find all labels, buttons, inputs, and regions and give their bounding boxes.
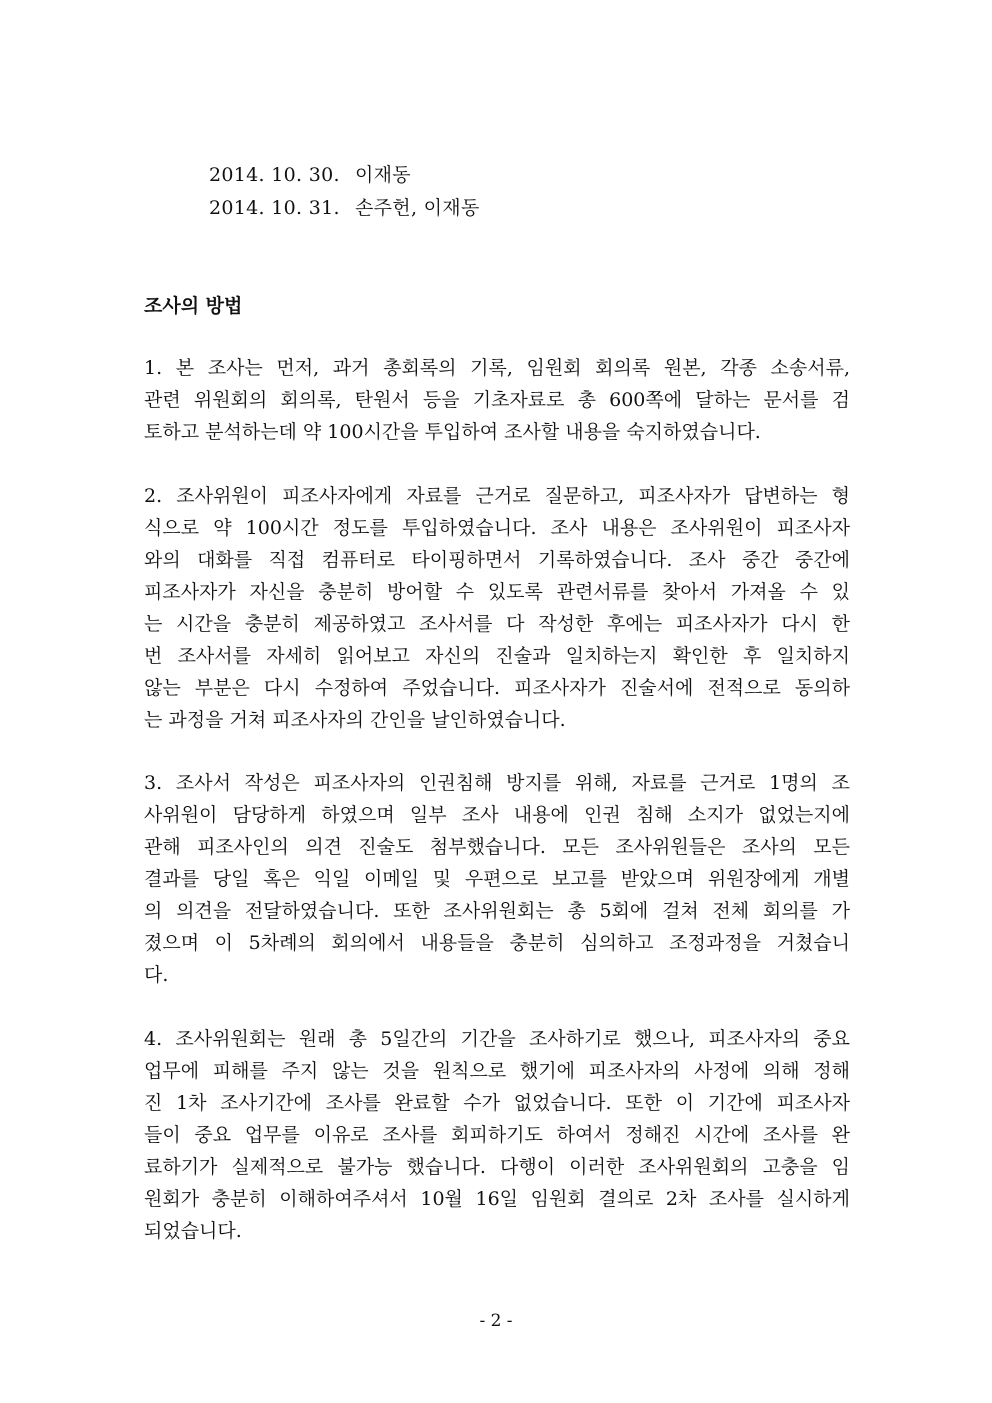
paragraph-line: 관련 위원회의 회의록, 탄원서 등을 기초자료로 총 600쪽에 달하는 문서를 검 — [144, 389, 850, 411]
paragraph-line: 진 1차 조사기간에 조사를 완료할 수가 없었습니다. 또한 이 기간에 피조사자 — [144, 1092, 850, 1114]
paragraph-line: 결과를 당일 혹은 익일 이메일 및 우편으로 보고를 받았으며 위원장에게 개별 — [144, 868, 850, 890]
paragraph-1 — [144, 352, 850, 448]
paragraph-line: 졌으며 이 5차례의 회의에서 내용들을 충분히 심의하고 조정과정을 거쳤습니 — [144, 932, 850, 954]
paragraph-line: 않는 부분은 다시 수정하여 주었습니다. 피조사자가 진술서에 전적으로 동의하 — [144, 677, 850, 699]
paragraph-line: 1. 본 조사는 먼저, 과거 총회록의 기록, 임원회 회의록 원본, 각종 소송서류, — [144, 357, 850, 379]
paragraph-line: 다. — [144, 964, 169, 986]
schedule-entry — [209, 192, 480, 224]
paragraph-line: 원회가 충분히 이해하여주셔서 10월 16일 임원회 결의로 2차 조사를 실시하게 — [144, 1188, 850, 1210]
paragraph-line: 3. 조사서 작성은 피조사자의 인권침해 방지를 위해, 자료를 근거로 1명의 조 — [144, 772, 850, 794]
paragraph-line: 4. 조사위원회는 원래 총 5일간의 기간을 조사하기로 했으나, 피조사자의 중요 — [144, 1028, 850, 1050]
schedule-date: 2014. 10. 31. — [209, 197, 340, 219]
paragraph-line: 되었습니다. — [144, 1220, 242, 1242]
paragraph-line: 와의 대화를 직접 컴퓨터로 타이핑하면서 기록하였습니다. 조사 중간 중간에 — [144, 549, 850, 571]
paragraph-line: 들이 중요 업무를 이유로 조사를 회피하기도 하여서 정해진 시간에 조사를 완 — [144, 1124, 850, 1146]
schedule-names: 손주헌, 이재동 — [355, 197, 480, 219]
paragraph-line: 토하고 분석하는데 약 100시간을 투입하여 조사할 내용을 숙지하였습니다. — [144, 421, 761, 443]
paragraph-line: 료하기가 실제적으로 불가능 했습니다. 다행이 이러한 조사위원회의 고충을 임 — [144, 1156, 850, 1178]
paragraph-line: 번 조사서를 자세히 읽어보고 자신의 진술과 일치하는지 확인한 후 일치하지 — [144, 645, 850, 667]
paragraph-line: 식으로 약 100시간 정도를 투입하였습니다. 조사 내용은 조사위원이 피조사자 — [144, 517, 850, 539]
page-number: - 2 - — [479, 1311, 513, 1331]
paragraph-3 — [144, 767, 850, 991]
paragraph-2 — [144, 480, 850, 736]
paragraph-4 — [144, 1023, 850, 1247]
paragraph-line: 2. 조사위원이 피조사자에게 자료를 근거로 질문하고, 피조사자가 답변하는 형 — [144, 485, 850, 507]
paragraph-line: 업무에 피해를 주지 않는 것을 원칙으로 했기에 피조사자의 사정에 의해 정해 — [144, 1060, 850, 1082]
schedule-date: 2014. 10. 30. — [209, 164, 340, 186]
paragraph-line: 는 시간을 충분히 제공하였고 조사서를 다 작성한 후에는 피조사자가 다시 한 — [144, 613, 850, 635]
paragraph-line: 사위원이 담당하게 하였으며 일부 조사 내용에 인권 침해 소지가 없었는지에 — [144, 804, 850, 826]
paragraph-line: 피조사자가 자신을 충분히 방어할 수 있도록 관련서류를 찾아서 가져올 수 있 — [144, 581, 850, 603]
paragraph-line: 관해 피조사인의 의견 진술도 첨부했습니다. 모든 조사위원들은 조사의 모든 — [144, 836, 850, 858]
schedule-entry — [209, 159, 411, 191]
paragraph-line: 는 과정을 거쳐 피조사자의 간인을 날인하였습니다. — [144, 709, 566, 731]
paragraph-line: 의 의견을 전달하였습니다. 또한 조사위원회는 총 5회에 걸쳐 전체 회의를 가 — [144, 900, 850, 922]
schedule-names: 이재동 — [355, 164, 411, 186]
section-heading: 조사의 방법 — [144, 295, 243, 317]
